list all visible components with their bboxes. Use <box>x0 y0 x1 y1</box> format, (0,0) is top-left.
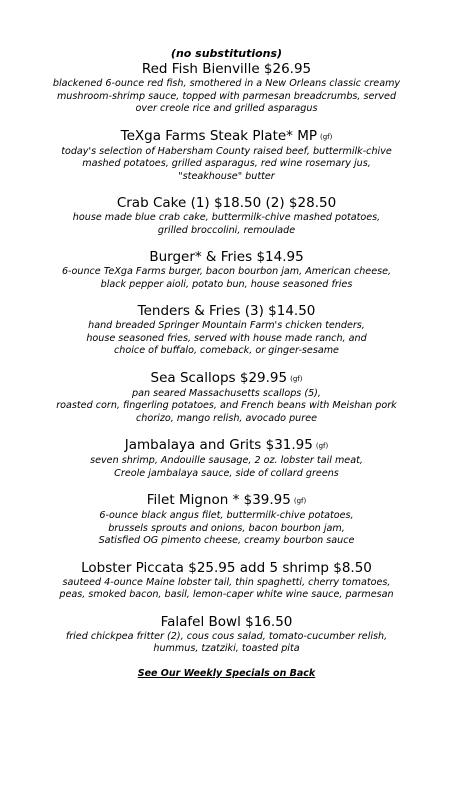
description-line: mashed potatoes, grilled asparagus, red wine rosemary jus, <box>82 158 371 169</box>
menu-item <box>0 437 453 480</box>
gluten-free-tag: (gf) <box>315 442 329 450</box>
description-line: brussels sprouts and onions, bacon bourbon jam, <box>108 522 345 534</box>
menu-item <box>0 614 453 656</box>
menu-item-name-price: Tenders & Fries (3) $14.50 <box>137 303 316 319</box>
menu-item-title <box>4 614 449 630</box>
menu-item-description <box>10 510 443 548</box>
description-line: 6-ounce black angus filet, buttermilk-chive potatoes, <box>99 510 354 521</box>
menu-item-description <box>10 146 443 184</box>
menu-item-title <box>4 560 449 576</box>
menu-item-description <box>10 388 443 426</box>
menu-item-title <box>4 61 449 77</box>
menu-item <box>0 560 453 602</box>
menu-item <box>0 249 453 291</box>
menu-item-title <box>4 128 449 145</box>
description-line: black pepper aioli, potato bun, house seasoned fries <box>100 278 353 290</box>
menu-item-description <box>10 320 443 358</box>
description-line: today's selection of Habersham County raised beef, buttermilk-chive <box>61 145 392 157</box>
menu-item <box>0 370 453 426</box>
description-line: 6-ounce TeXga Farms burger, bacon bourbon jam, American cheese, <box>61 266 392 277</box>
description-line: grilled broccolini, remoulade <box>157 224 296 236</box>
menu-item-title <box>4 437 449 454</box>
menu-item-name-price: Jambalaya and Grits $31.95 <box>124 437 313 453</box>
description-line: Creole jambalaya sauce, side of collard greens <box>114 467 339 479</box>
description-line: pan seared Massachusetts scallops (5), <box>132 387 321 399</box>
description-line: house made blue crab cake, buttermilk-chive mashed potatoes, <box>72 212 381 223</box>
menu-item-name-price: Crab Cake (1) $18.50 (2) $28.50 <box>116 195 337 211</box>
description-line: mushroom-shrimp sauce, topped with parmesan breadcrumbs, served <box>56 90 397 102</box>
menu-item-description <box>10 631 443 656</box>
description-line: hand breaded Springer Mountain Farm's chicken tenders, <box>88 320 365 331</box>
menu-item-description <box>10 266 443 291</box>
gluten-free-tag: (gf) <box>320 132 333 141</box>
description-line: over creole rice and grilled asparagus <box>135 103 318 114</box>
description-line: Satisfied OG pimento cheese, creamy bourbon sauce <box>98 535 355 546</box>
menu-item-name-price: Lobster Piccata $25.95 add 5 shrimp $8.50 <box>81 559 372 576</box>
weekly-specials-link[interactable]: See Our Weekly Specials on Back <box>137 667 316 679</box>
description-line: hummus, tzatziki, toasted pita <box>153 643 300 654</box>
menu-item-title <box>4 492 449 509</box>
description-line: peas, smoked bacon, basil, lemon-caper white wine sauce, parmesan <box>59 589 394 600</box>
menu-item-name-price: Filet Mignon * $39.95 <box>146 492 291 508</box>
menu-item-title <box>4 303 449 319</box>
menu-item <box>0 195 453 237</box>
description-line: seven shrimp, Andouille sausage, 2 oz. lobster tail meat, <box>90 455 363 466</box>
description-line: roasted corn, fingerling potatoes, and French beans with Meishan pork <box>56 400 397 411</box>
menu-item-name-price: Falafel Bowl $16.50 <box>160 613 293 630</box>
description-line: sauteed 4-ounce Maine lobster tail, thin spaghetti, cherry tomatoes, <box>62 576 391 588</box>
gluten-free-tag: (gf) <box>293 497 307 505</box>
description-line: fried chickpea fritter (2), cous cous salad, tomato-cucumber relish, <box>65 630 388 642</box>
menu-item <box>0 61 453 116</box>
menu-item-title <box>4 195 449 211</box>
gluten-free-tag: (gf) <box>290 374 303 383</box>
menu-item <box>0 303 453 358</box>
description-line: "steakhouse" butter <box>178 170 275 182</box>
menu-items <box>0 61 453 656</box>
menu-item-name-price: TeXga Farms Steak Plate* MP <box>120 127 317 144</box>
no-substitutions-note: (no substitutions) <box>170 47 283 60</box>
menu-item <box>0 128 453 184</box>
menu-item <box>0 492 453 548</box>
description-line: chorizo, mango relish, avocado puree <box>135 412 318 424</box>
menu-item-title <box>4 249 449 265</box>
description-line: choice of buffalo, comeback, or ginger-sesame <box>114 345 339 356</box>
menu-item-description <box>10 455 443 480</box>
menu-item-description <box>10 212 443 237</box>
menu-item-description <box>10 577 443 602</box>
menu-item-title <box>4 370 449 387</box>
menu-item-name-price: Sea Scallops $29.95 <box>150 369 288 386</box>
menu-list <box>0 47 453 679</box>
menu-item-name-price: Burger* & Fries $14.95 <box>149 249 304 265</box>
description-line: house seasoned fries, served with house made ranch, and <box>86 332 367 344</box>
description-line: blackened 6-ounce red fish, smothered in a New Orleans classic creamy <box>52 78 401 89</box>
menu-item-name-price: Red Fish Bienville $26.95 <box>141 61 312 77</box>
menu-item-description <box>10 78 443 116</box>
